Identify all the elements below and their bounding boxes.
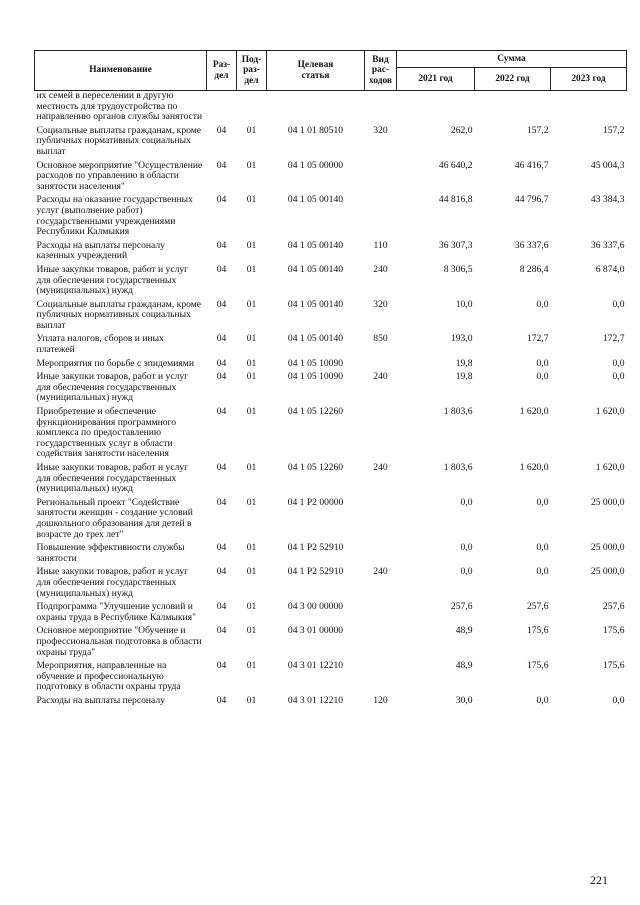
table-row <box>35 498 627 543</box>
row-sum-2023: 25 000,0 <box>590 566 625 578</box>
header-sum: Сумма <box>397 51 627 68</box>
row-sum-2022: 1 620,0 <box>519 462 549 473</box>
row-sum-2021: 8 306,5 <box>443 263 473 275</box>
row-section: 04 <box>216 194 227 206</box>
row-type <box>365 195 397 240</box>
row-name: Основное мероприятие "Обучение и профессиональная подготовка в области охраны труда" <box>36 625 202 658</box>
row-section: 04 <box>216 159 227 171</box>
row-sum-2023: 0,0 <box>612 371 625 383</box>
row-section: 04 <box>216 660 227 672</box>
table-row <box>35 161 627 196</box>
row-subsection: 01 <box>246 496 257 508</box>
row-subsection: 01 <box>246 239 257 251</box>
row-sum-2023: 1 620,0 <box>595 462 625 473</box>
row-subsection: 01 <box>246 371 257 383</box>
row-target: 04 3 01 00000 <box>287 625 344 637</box>
header-section: Раз- дел <box>207 51 237 91</box>
row-section: 04 <box>216 542 227 554</box>
row-sum-2023: 172,7 <box>602 333 625 345</box>
budget-table <box>34 50 627 709</box>
row-sum-2022: 0,0 <box>536 694 549 706</box>
row-subsection: 01 <box>246 625 257 637</box>
row-sum-2021: 10,0 <box>455 298 473 310</box>
row-sum-2023: 1 620,0 <box>595 406 625 418</box>
table-row <box>35 91 627 126</box>
row-sum-2022: 172,7 <box>526 333 549 345</box>
table-row <box>35 626 627 661</box>
row-sum-2021: 1 803,6 <box>443 462 473 473</box>
row-sum-2023: 36 337,6 <box>590 239 625 251</box>
row-sum-2023: 25 000,0 <box>590 496 625 508</box>
row-sum-2022: 175,6 <box>526 625 549 637</box>
row-type <box>365 359 397 373</box>
row-target: 04 1 05 10090 <box>287 357 344 369</box>
row-target: 04 1 05 00140 <box>287 333 344 345</box>
row-sum-2022: 0,0 <box>536 566 549 578</box>
table-row <box>35 241 627 265</box>
row-sum-2022: 8 286,4 <box>519 263 549 275</box>
row-sum-2021: 0,0 <box>460 566 473 578</box>
row-name: Основное мероприятие "Осуществление расходов по управлению в области занятости населения" <box>36 159 203 192</box>
row-name: Социальные выплаты гражданам, кроме публичных нормативных социальных выплат <box>36 298 202 331</box>
header-2023: 2023 год <box>551 68 627 91</box>
row-sum-2022: 0,0 <box>536 357 549 369</box>
row-section <box>207 91 237 126</box>
row-subsection: 01 <box>246 601 257 613</box>
row-section: 04 <box>216 496 227 508</box>
table-row <box>35 543 627 567</box>
row-subsection: 01 <box>246 660 257 672</box>
row-sum-2021: 0,0 <box>460 542 473 554</box>
row-target: 04 1 P2 52910 <box>287 566 344 578</box>
row-sum-2023: 175,6 <box>602 660 625 672</box>
row-name: Расходы на оказание государственных услуг (выполнение работ) государственными учреждениями Республики Калмыкия <box>36 194 193 238</box>
row-section: 04 <box>216 333 227 345</box>
table-row <box>35 265 627 300</box>
row-sum-2023: 6 874,0 <box>595 263 625 275</box>
row-sum-2022: 46 416,7 <box>514 159 549 171</box>
row-sum-2022: 257,6 <box>526 601 549 613</box>
page-number: 221 <box>590 873 608 887</box>
row-target: 04 3 01 12210 <box>287 660 344 672</box>
row-name: Повышение эффективности службы занятости <box>36 542 185 564</box>
row-name: Иные закупки товаров, работ и услуг для обеспечения государственных (муниципальных) нужд <box>36 566 189 599</box>
row-sum-2022: 0,0 <box>536 542 549 554</box>
row-sum-2022: 44 796,7 <box>514 194 549 206</box>
row-name: Подпрограмма "Улучшение условий и охраны труда в Республике Калмыкия" <box>36 601 196 623</box>
row-section: 04 <box>216 357 227 369</box>
row-target: 04 3 01 12210 <box>287 694 344 706</box>
row-subsection: 01 <box>246 566 257 578</box>
row-sum-2022: 0,0 <box>536 496 549 508</box>
row-name: Мероприятия, направленные на обучение и профессиональную подготовку в области охраны труда <box>36 660 181 693</box>
row-sum-2022: 0,0 <box>536 298 549 310</box>
row-sum-2021: 257,6 <box>450 601 473 613</box>
table-row <box>35 372 627 407</box>
row-subsection: 01 <box>246 462 257 473</box>
row-type <box>365 626 397 661</box>
row-type: 120 <box>373 694 388 706</box>
row-subsection: 01 <box>246 263 257 275</box>
row-subsection: 01 <box>246 124 257 136</box>
row-target: 04 1 P2 52910 <box>287 542 344 554</box>
row-name: Региональный проект "Содействие занятости женщин - создание условий дошкольного образования для детей в возрасте до трех лет" <box>36 496 193 540</box>
header-name: Наименование <box>35 51 207 91</box>
row-section: 04 <box>216 298 227 310</box>
table-row <box>35 696 627 710</box>
row-sum-2022: 157,2 <box>526 124 549 136</box>
row-target: 04 1 05 00140 <box>287 194 344 206</box>
row-name: Уплата налогов, сборов и иных платежей <box>36 333 164 356</box>
row-sum-2021: 193,0 <box>450 333 473 345</box>
row-name: Расходы на выплаты персоналу казенных учреждений <box>36 239 165 262</box>
header-2022: 2022 год <box>475 68 551 91</box>
row-target: 04 1 05 00000 <box>287 159 344 171</box>
row-sum-2021: 46 640,2 <box>438 159 473 171</box>
row-sum-2022: 36 337,6 <box>514 239 549 251</box>
row-type <box>365 543 397 567</box>
row-section: 04 <box>216 625 227 637</box>
row-sum-2022 <box>475 91 551 126</box>
row-target: 04 3 00 00000 <box>287 601 344 613</box>
row-sum-2021: 262,0 <box>450 124 473 136</box>
table-row <box>35 300 627 335</box>
row-type <box>365 661 397 696</box>
header-2021: 2021 год <box>397 68 475 91</box>
row-type: 850 <box>373 333 388 345</box>
row-type: 240 <box>373 371 388 383</box>
row-section: 04 <box>216 601 227 613</box>
row-section: 04 <box>216 371 227 383</box>
row-section: 04 <box>216 239 227 251</box>
row-subsection <box>237 91 267 126</box>
header-target: Целевая статья <box>267 51 365 91</box>
row-subsection: 01 <box>246 406 257 418</box>
row-name: Социальные выплаты гражданам, кроме публичных нормативных социальных выплат <box>36 124 202 157</box>
row-subsection: 01 <box>246 333 257 345</box>
row-sum-2023: 157,2 <box>602 124 625 136</box>
row-sum-2022: 1 620,0 <box>519 406 549 418</box>
row-subsection: 01 <box>246 357 257 369</box>
row-section: 04 <box>216 124 227 136</box>
row-sum-2021: 19,8 <box>455 371 473 383</box>
row-target: 04 1 05 12260 <box>287 462 344 473</box>
row-sum-2021: 1 803,6 <box>443 406 473 418</box>
row-type <box>365 498 397 543</box>
row-section: 04 <box>216 462 227 473</box>
row-section: 04 <box>216 263 227 275</box>
row-type <box>365 602 397 626</box>
row-subsection: 01 <box>246 694 257 706</box>
row-target: 04 1 01 80510 <box>287 124 344 136</box>
row-sum-2021: 19,8 <box>455 357 473 369</box>
table-row <box>35 359 627 373</box>
table-body <box>35 91 627 710</box>
row-sum-2023: 0,0 <box>612 357 625 369</box>
row-name: Мероприятия по борьбе с эпидемиями <box>36 357 194 369</box>
header-subsection: Под- раз- дел <box>237 51 267 91</box>
row-target <box>267 91 365 126</box>
row-sum-2022: 0,0 <box>536 371 549 383</box>
row-target: 04 1 P2 00000 <box>287 496 344 508</box>
table-header <box>35 51 627 91</box>
row-name: Иные закупки товаров, работ и услуг для обеспечения государственных (муниципальных) нужд <box>36 462 189 495</box>
row-sum-2022: 175,6 <box>526 660 549 672</box>
row-sum-2021: 36 307,3 <box>438 239 473 251</box>
row-section: 04 <box>216 566 227 578</box>
row-sum-2023: 43 384,3 <box>590 194 625 206</box>
header-type: Вид рас- ходов <box>365 51 397 91</box>
row-sum-2023: 0,0 <box>612 694 625 706</box>
table-row <box>35 602 627 626</box>
row-sum-2023: 45 004,3 <box>590 159 625 171</box>
table-row <box>35 567 627 602</box>
row-type: 240 <box>373 566 388 578</box>
row-type: 320 <box>373 298 388 310</box>
row-type <box>365 161 397 196</box>
table-row <box>35 661 627 696</box>
table-row <box>35 463 627 498</box>
row-name: Приобретение и обеспечение функционирования программного комплекса по предоставлению государственных услуг в области содействия занятости населения <box>36 406 177 460</box>
row-target: 04 1 05 00140 <box>287 298 344 310</box>
row-subsection: 01 <box>246 542 257 554</box>
row-sum-2023: 257,6 <box>602 601 625 613</box>
row-sum-2021 <box>397 91 475 126</box>
row-type: 240 <box>373 263 388 275</box>
row-name: Иные закупки товаров, работ и услуг для обеспечения государственных (муниципальных) нужд <box>36 371 189 404</box>
row-subsection: 01 <box>246 194 257 206</box>
row-sum-2023: 25 000,0 <box>590 542 625 554</box>
row-name: Иные закупки товаров, работ и услуг для обеспечения государственных (муниципальных) нужд <box>36 263 189 297</box>
row-sum-2021: 0,0 <box>460 496 473 508</box>
row-subsection: 01 <box>246 298 257 310</box>
table-row <box>35 126 627 161</box>
row-sum-2021: 30,0 <box>455 694 473 706</box>
row-name: их семей в переселении в другую местность для трудоустройства по направлению органов службы занятости <box>36 90 203 123</box>
row-type <box>365 91 397 126</box>
row-section: 04 <box>216 406 227 418</box>
row-type: 110 <box>373 239 388 251</box>
table-row <box>35 195 627 240</box>
row-sum-2021: 48,9 <box>455 625 473 637</box>
row-target: 04 1 05 00140 <box>287 239 344 251</box>
row-sum-2023: 0,0 <box>612 298 625 310</box>
row-sum-2023 <box>551 91 627 126</box>
row-target: 04 1 05 00140 <box>287 263 344 275</box>
row-type <box>365 407 397 463</box>
row-target: 04 1 05 12260 <box>287 406 344 418</box>
row-sum-2021: 48,9 <box>455 660 473 672</box>
row-subsection: 01 <box>246 159 257 171</box>
row-target: 04 1 05 10090 <box>287 371 344 383</box>
table-row <box>35 407 627 463</box>
row-type: 240 <box>373 462 388 473</box>
row-section: 04 <box>216 694 227 706</box>
row-type: 320 <box>373 124 388 136</box>
row-name: Расходы на выплаты персоналу <box>36 694 165 706</box>
table-row <box>35 334 627 358</box>
row-sum-2023: 175,6 <box>602 625 625 637</box>
row-sum-2021: 44 816,8 <box>438 194 473 206</box>
